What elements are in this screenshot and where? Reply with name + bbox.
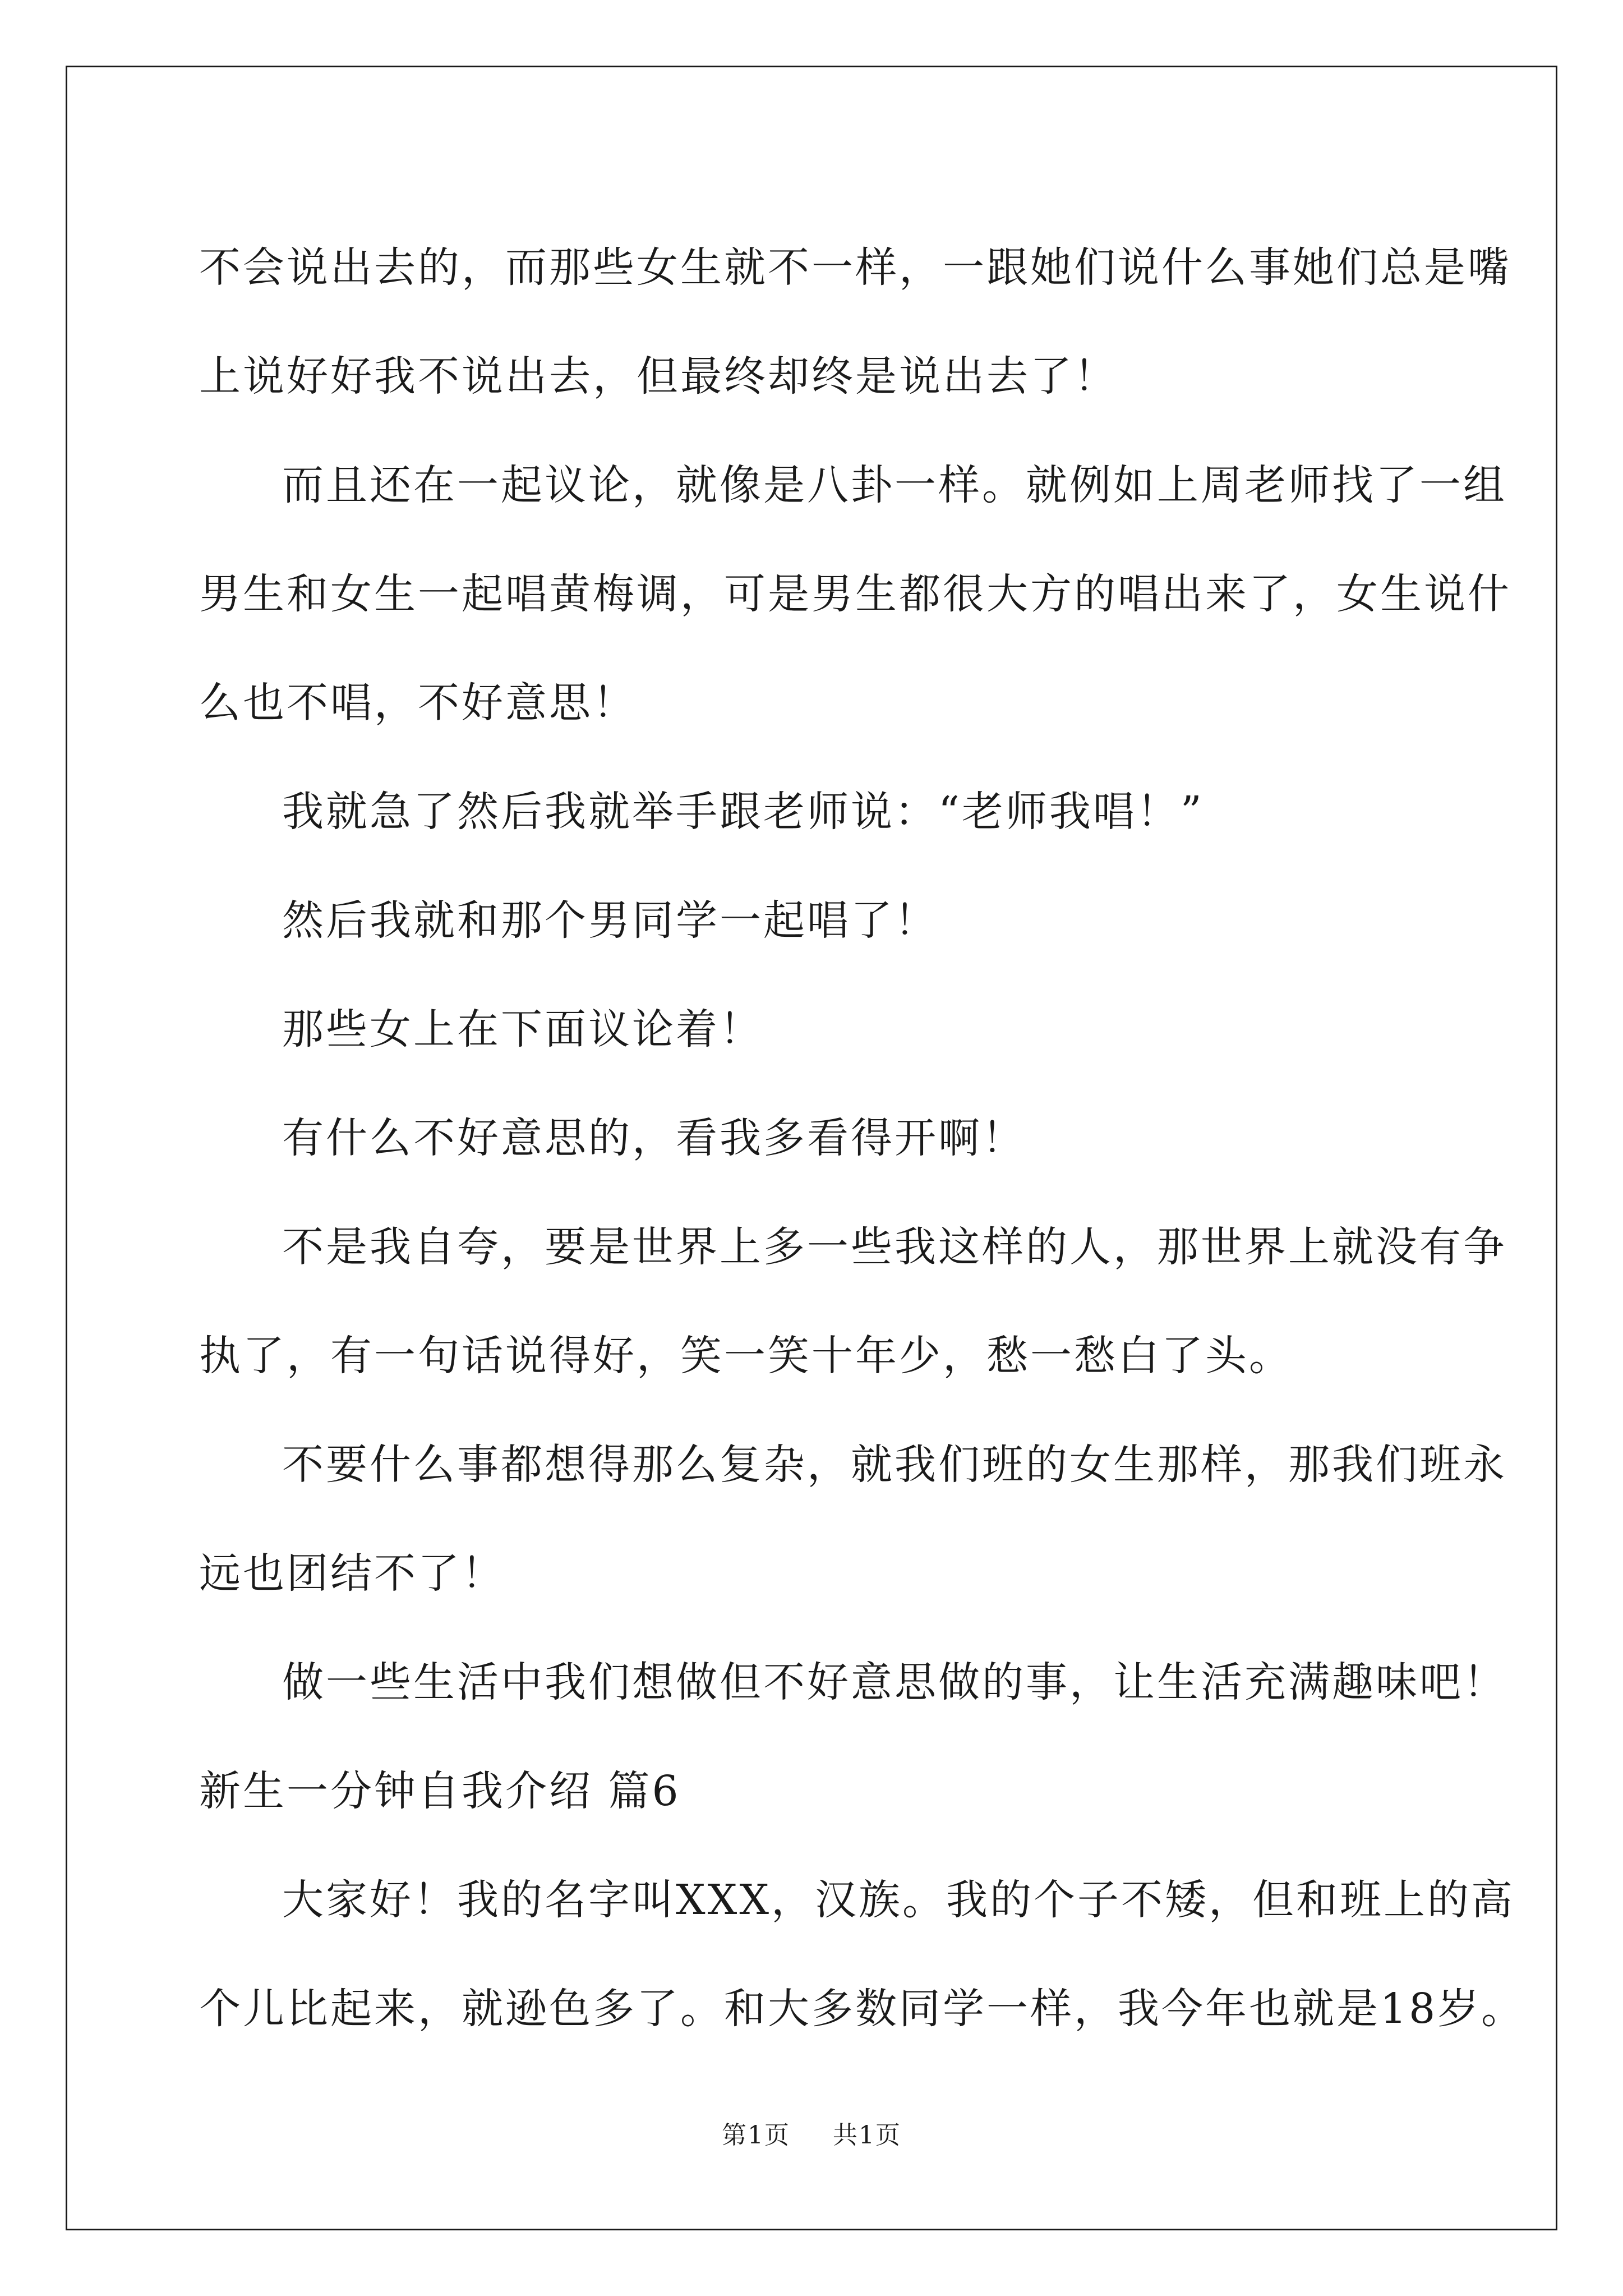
text-line: 个儿比起来，就逊色多了。和大多数同学一样，我今年也就是18岁。 [199, 1985, 1525, 2033]
text-line: 有什么不好意思的，看我多看得开啊！ [282, 1114, 1026, 1162]
section-heading: 新生一分钟自我介绍 篇6 [199, 1767, 681, 1815]
text-line: 然后我就和那个男同学一起唱了！ [282, 896, 938, 945]
page-number-total: 共1页 [833, 2121, 901, 2150]
page-number-current: 第1页 [722, 2121, 790, 2150]
text-line: 上说好好我不说出去，但最终却终是说出去了！ [199, 352, 1118, 401]
text-line: 不会说出去的，而那些女生就不一样，一跟她们说什么事她们总是嘴 [199, 243, 1511, 292]
text-line: 我就急了然后我就举手跟老师说：“老师我唱！” [282, 788, 1204, 836]
text-line: 不要什么事都想得那么复杂，就我们班的女生那样，那我们班永 [282, 1441, 1507, 1489]
text-line: 男生和女生一起唱黄梅调，可是男生都很大方的唱出来了，女生说什 [199, 570, 1511, 618]
text-line: 做一些生活中我们想做但不好意思做的事，让生活充满趣味吧！ [282, 1658, 1507, 1706]
text-line: 大家好！我的名字叫XXX，汉族。我的个子不矮，但和班上的高 [282, 1876, 1515, 1924]
text-line: 远也团结不了！ [199, 1549, 505, 1598]
page-footer [0, 2115, 1623, 2151]
text-line: 那些女上在下面议论着！ [282, 1005, 763, 1053]
text-line: 执了，有一句话说得好，笑一笑十年少，愁一愁白了头。 [199, 1332, 1293, 1380]
document-body [199, 213, 1525, 2063]
text-line: 不是我自夸，要是世界上多一些我这样的人，那世界上就没有争 [282, 1223, 1507, 1271]
text-line: 么也不唱，不好意思！ [199, 679, 637, 727]
text-line: 而且还在一起议论，就像是八卦一样。就例如上周老师找了一组 [282, 461, 1507, 509]
